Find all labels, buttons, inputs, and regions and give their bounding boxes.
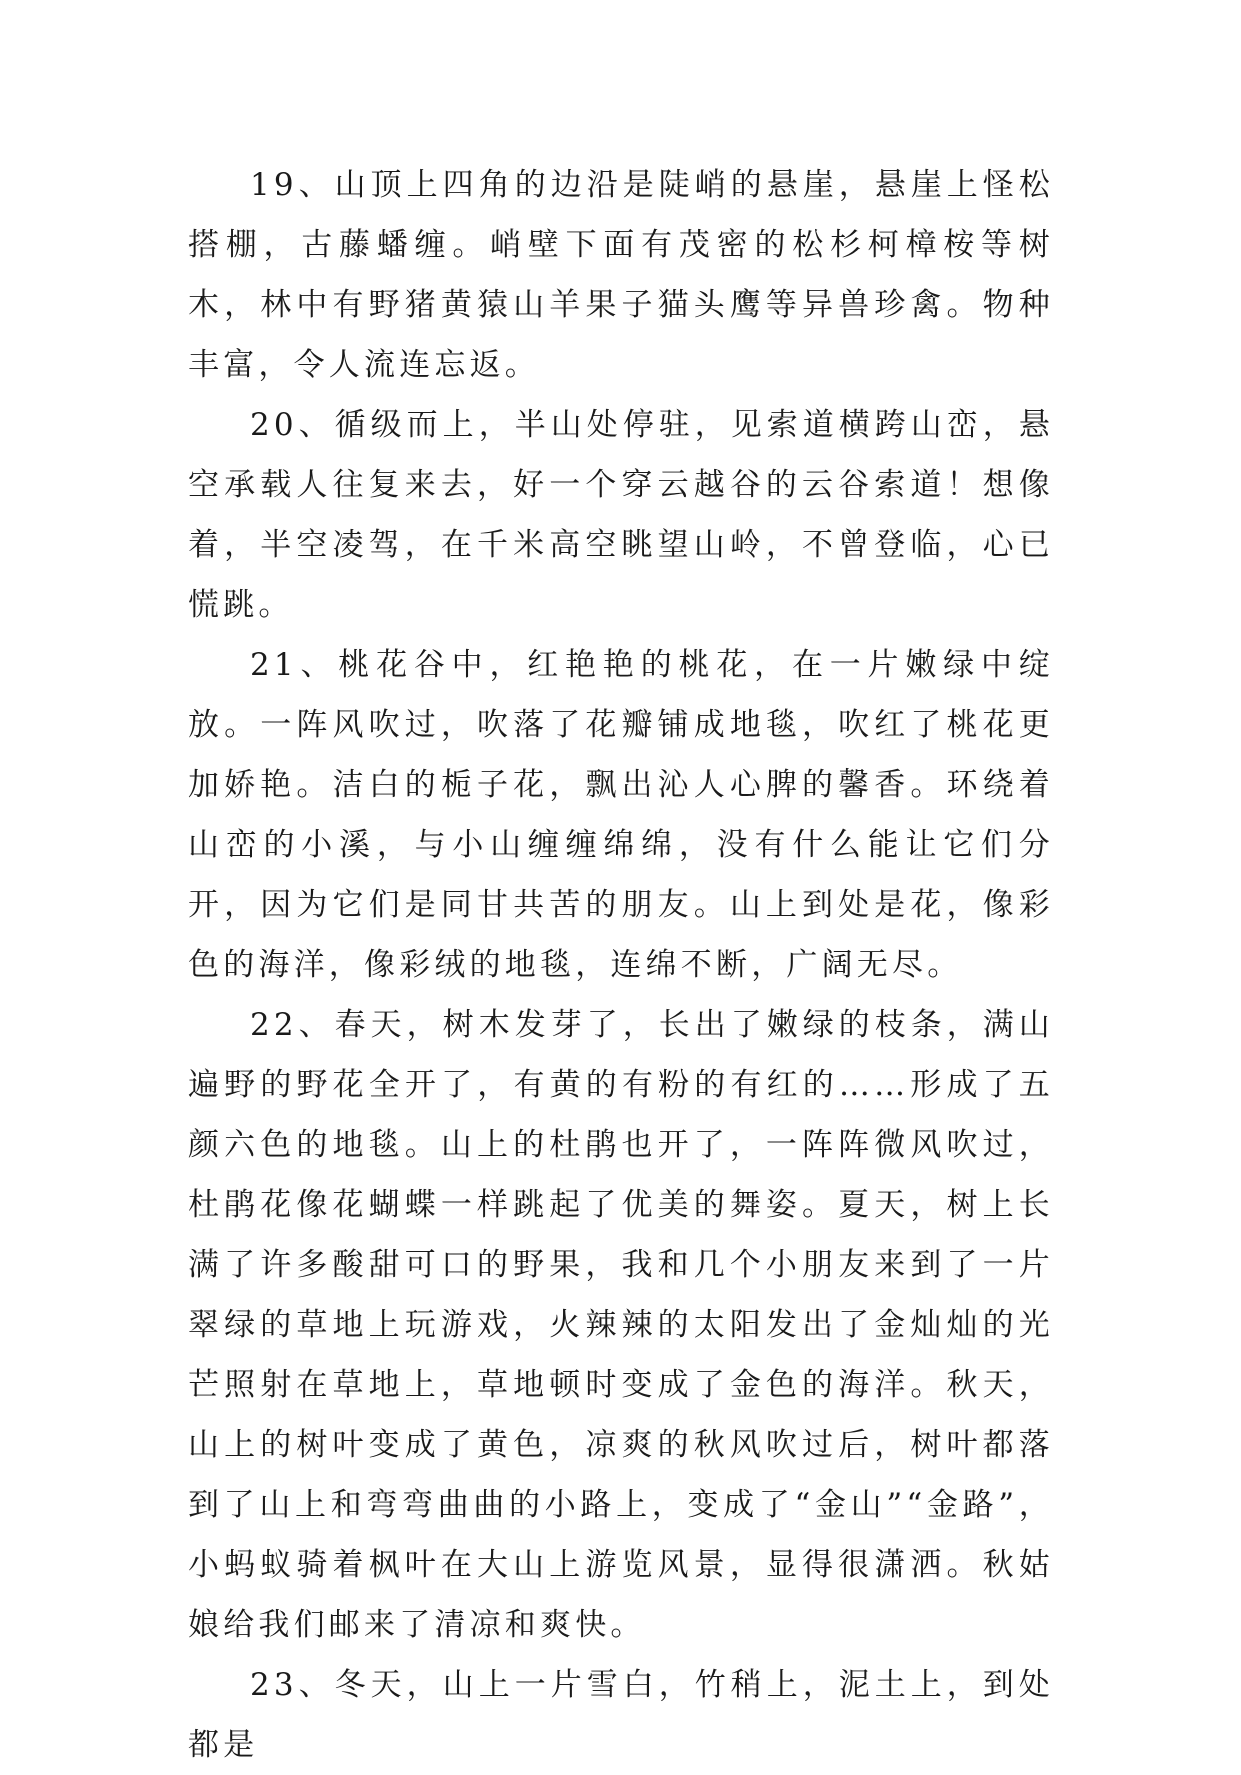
body-text [188, 155, 1054, 1775]
paragraph-20: 20、循级而上，半山处停驻，见索道横跨山峦，悬空承载人往复来去，好一个穿云越谷的云谷索道！想像着，半空凌驾，在千米高空眺望山岭，不曾登临，心已慌跳。 [188, 407, 1054, 623]
paragraph-19: 19、山顶上四角的边沿是陡峭的悬崖，悬崖上怪松搭棚，古藤蟠缠。峭壁下面有茂密的松杉柯樟桉等树木，林中有野猪黄猿山羊果子猫头鹰等异兽珍禽。物种丰富，令人流连忘返。 [188, 167, 1054, 383]
paragraph-21: 21、桃花谷中，红艳艳的桃花，在一片嫩绿中绽放。一阵风吹过，吹落了花瓣铺成地毯，吹红了桃花更加娇艳。洁白的栀子花，飘出沁人心脾的馨香。环绕着山峦的小溪，与小山缠缠绵绵，没有什么能让它们分开，因为它们是同甘共苦的朋友。山上到处是花，像彩色的海洋，像彩绒的地毯，连绵不断，广阔无尽。 [188, 647, 1054, 983]
paragraph-22: 22、春天，树木发芽了，长出了嫩绿的枝条，满山遍野的野花全开了，有黄的有粉的有红的……形成了五颜六色的地毯。山上的杜鹃也开了，一阵阵微风吹过，杜鹃花像花蝴蝶一样跳起了优美的舞姿。夏天，树上长满了许多酸甜可口的野果，我和几个小朋友来到了一片翠绿的草地上玩游戏，火辣辣的太阳发出了金灿灿的光芒照射在草地上，草地顿时变成了金色的海洋。秋天，山上的树叶变成了黄色，凉爽的秋风吹过后，树叶都落到了山上和弯弯曲曲的小路上，变成了“金山”“金路”，小蚂蚁骑着枫叶在大山上游览风景，显得很潇洒。秋姑娘给我们邮来了清凉和爽快。 [188, 1007, 1054, 1643]
paragraph-23: 23、冬天，山上一片雪白，竹稍上，泥土上，到处都是 [188, 1667, 1054, 1763]
